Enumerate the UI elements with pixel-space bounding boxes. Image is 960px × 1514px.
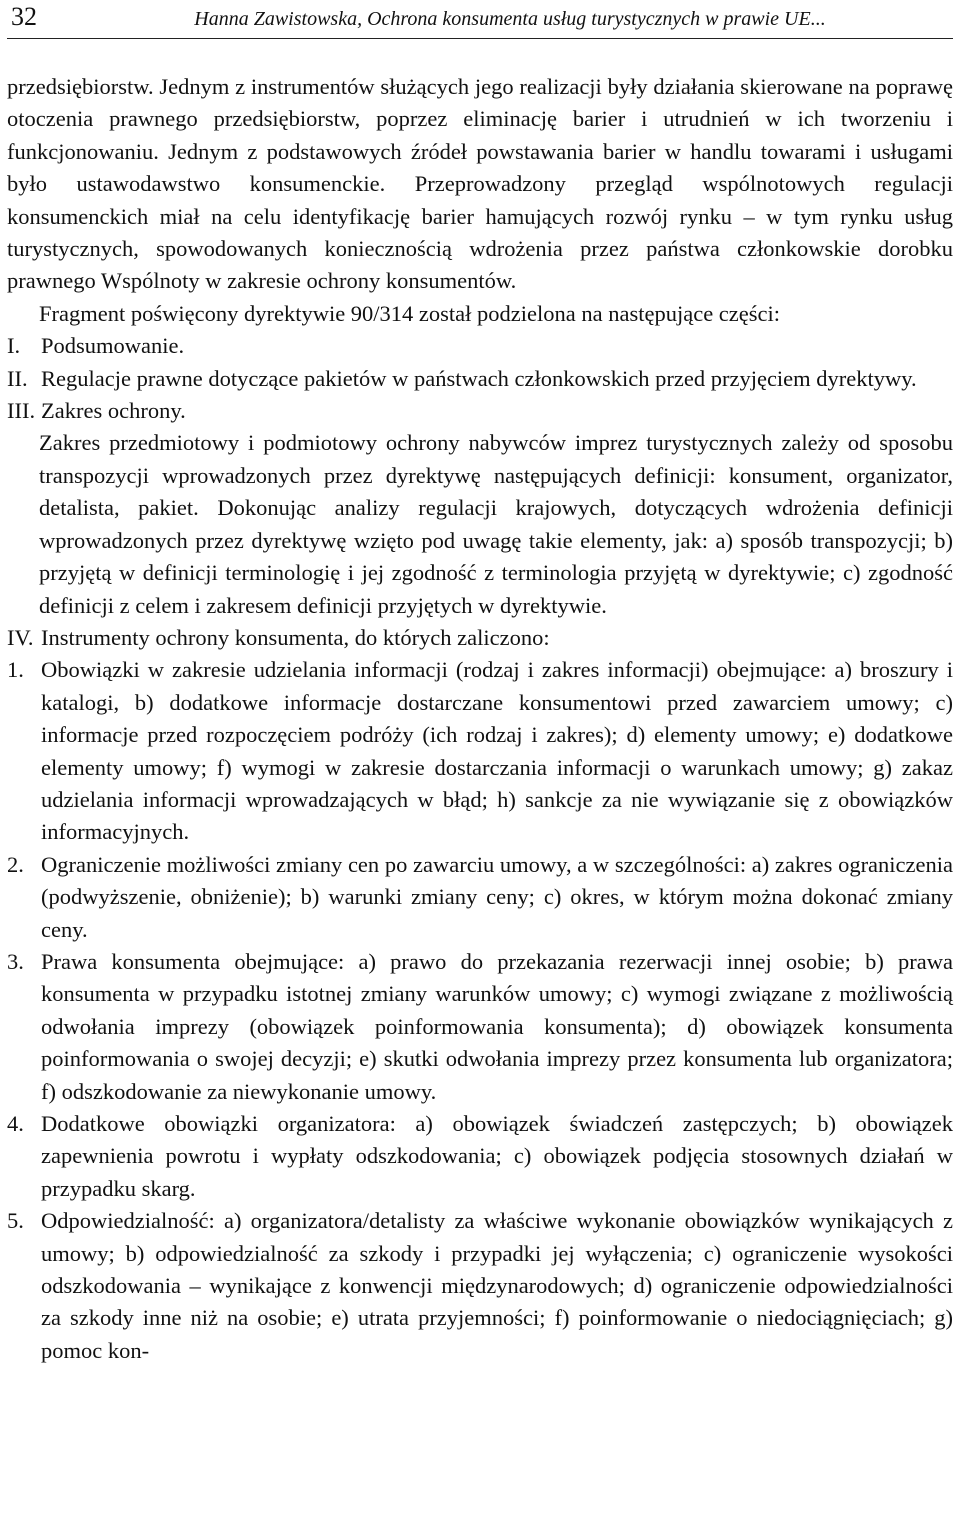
section-text: Podsumowanie. xyxy=(41,333,185,359)
instrument-marker: 5. xyxy=(7,1208,24,1234)
section-item xyxy=(7,330,953,362)
section-item xyxy=(7,622,953,654)
instrument-marker: 2. xyxy=(7,851,24,877)
intro-paragraph: przedsiębiorstw. Jednym z instrumentów służących jego realizacji były działania skierowane na poprawę otoczenia prawnego przedsiębiorstw, poprzez eliminację barier i utrudnień w ich tworzeniu i funkcjonowaniu. Jednym z podstawowych źródeł powstawania barier w handlu towarami i usługami było ustawodawstwo konsumenckie. Przeprowadzony przegląd wspólnotowych regulacji konsumenckich miał na celu identyfikację barier hamujących rozwój rynku – w tym rynku usług turystycznych, spowodowanych koniecznością wdrożenia przez państwa członkowskie dorobku prawnego Wspólnoty w zakresie ochrony konsumentów. xyxy=(7,74,953,294)
page-number: 32 xyxy=(11,2,37,31)
fragment-intro: Fragment poświęcony dyrektywie 90/314 został podzielona na następujące części: xyxy=(39,300,781,326)
section-marker: I. xyxy=(7,333,21,359)
instrument-item xyxy=(7,849,953,946)
scope-paragraph: Zakres przedmiotowy i podmiotowy ochrony nabywców imprez turystycznych zależy od sposobu transpozycji wprowadzonych przez dyrektywę następujących definicji: konsument, organizator, detalista, pakiet. Dokonując analizy regulacji krajowych, dotyczących wdrożenia definicji wprowadzonych przez dyrektywę wzięto pod uwagę takie elementy, jak: a) sposób transpozycji; b) przyjętą w definicji terminologię i jej zgodność z terminologia przyjętą w dyrektywie; c) zgodność definicji z celem i zakresem definicji przyjętych w dyrektywie. xyxy=(39,430,953,618)
instrument-text: Dodatkowe obowiązki organizatora: a) obowiązek świadczeń zastępczych; b) obowiązek zapewnienia powrotu i wypłaty odszkodowania; c) obowiązek podjęcia stosownych działań w przypadku skarg. xyxy=(41,1111,953,1201)
section-text: Zakres ochrony. xyxy=(41,398,186,424)
running-title: Hanna Zawistowska, Ochrona konsumenta usług turystycznych w prawie UE... xyxy=(194,8,826,30)
section-marker: IV. xyxy=(7,624,34,650)
section-item xyxy=(7,395,953,427)
section-text: Regulacje prawne dotyczące pakietów w państwach członkowskich przed przyjęciem dyrektywy. xyxy=(41,365,917,391)
instrument-text: Prawa konsumenta obejmujące: a) prawo do przekazania rezerwacji innej osobie; b) prawa konsumenta w przypadku istotnej zmiany warunków umowy; c) wymogi związane z możliwością odwołania imprezy (obowiązek poinformowania konsumenta); d) obowiązek konsumenta poinformowania o swojej decyzji; e) skutki odwołania imprezy przez konsumenta lub organizatora; f) odszkodowanie za niewykonanie umowy. xyxy=(41,948,953,1104)
instrument-text: Obowiązki w zakresie udzielania informacji (rodzaj i zakres informacji) obejmujące: a) broszury i katalogi, b) dodatkowe informacje dostarczane konsumentowi przed zawarciem umowy; c) informacje przed rozpoczęciem podróży (ich rodzaj i zakres); d) elementy umowy; e) dodatkowe elementy umowy; f) wymogi w zakresie dostarczania informacji o warunkach umowy; g) zakaz udzielania informacji wprowadzających w błąd; h) sankcje za nie wywiązanie się z obowiązków informacyjnych. xyxy=(41,657,953,845)
section-text: Instrumenty ochrony konsumenta, do których zaliczono: xyxy=(41,624,550,650)
instrument-item xyxy=(7,654,953,848)
instrument-item xyxy=(7,1108,953,1205)
section-marker: III. xyxy=(7,398,36,424)
section-item xyxy=(7,363,953,395)
instrument-text: Odpowiedzialność: a) organizatora/detalisty za właściwe wykonanie obowiązków wynikających z umowy; b) odpowiedzialność za szkody i przypadki jej wyłączenia; c) ograniczenie wysokości odszkodowania – wynikające z konwencji międzynarodowych; d) ograniczenie odpowiedzialności za szkody inne niż na osobie; e) utrata przyjemności; f) poinformowanie o niedociągnięciach; g) pomoc kon- xyxy=(41,1208,953,1363)
instrument-item xyxy=(7,946,953,1108)
page-header xyxy=(7,0,953,39)
instrument-text: Ograniczenie możliwości zmiany cen po zawarciu umowy, a w szczególności: a) zakres ograniczenia (podwyższenie, obniżenie); b) warunki zmiany ceny; c) okres, w którym można dokonać zmiany ceny. xyxy=(41,851,953,942)
document-body xyxy=(7,71,953,1367)
instrument-marker: 3. xyxy=(7,948,24,974)
section-marker: II. xyxy=(7,365,28,391)
instrument-item xyxy=(7,1205,953,1367)
instrument-marker: 4. xyxy=(7,1111,24,1136)
instrument-marker: 1. xyxy=(7,657,24,683)
